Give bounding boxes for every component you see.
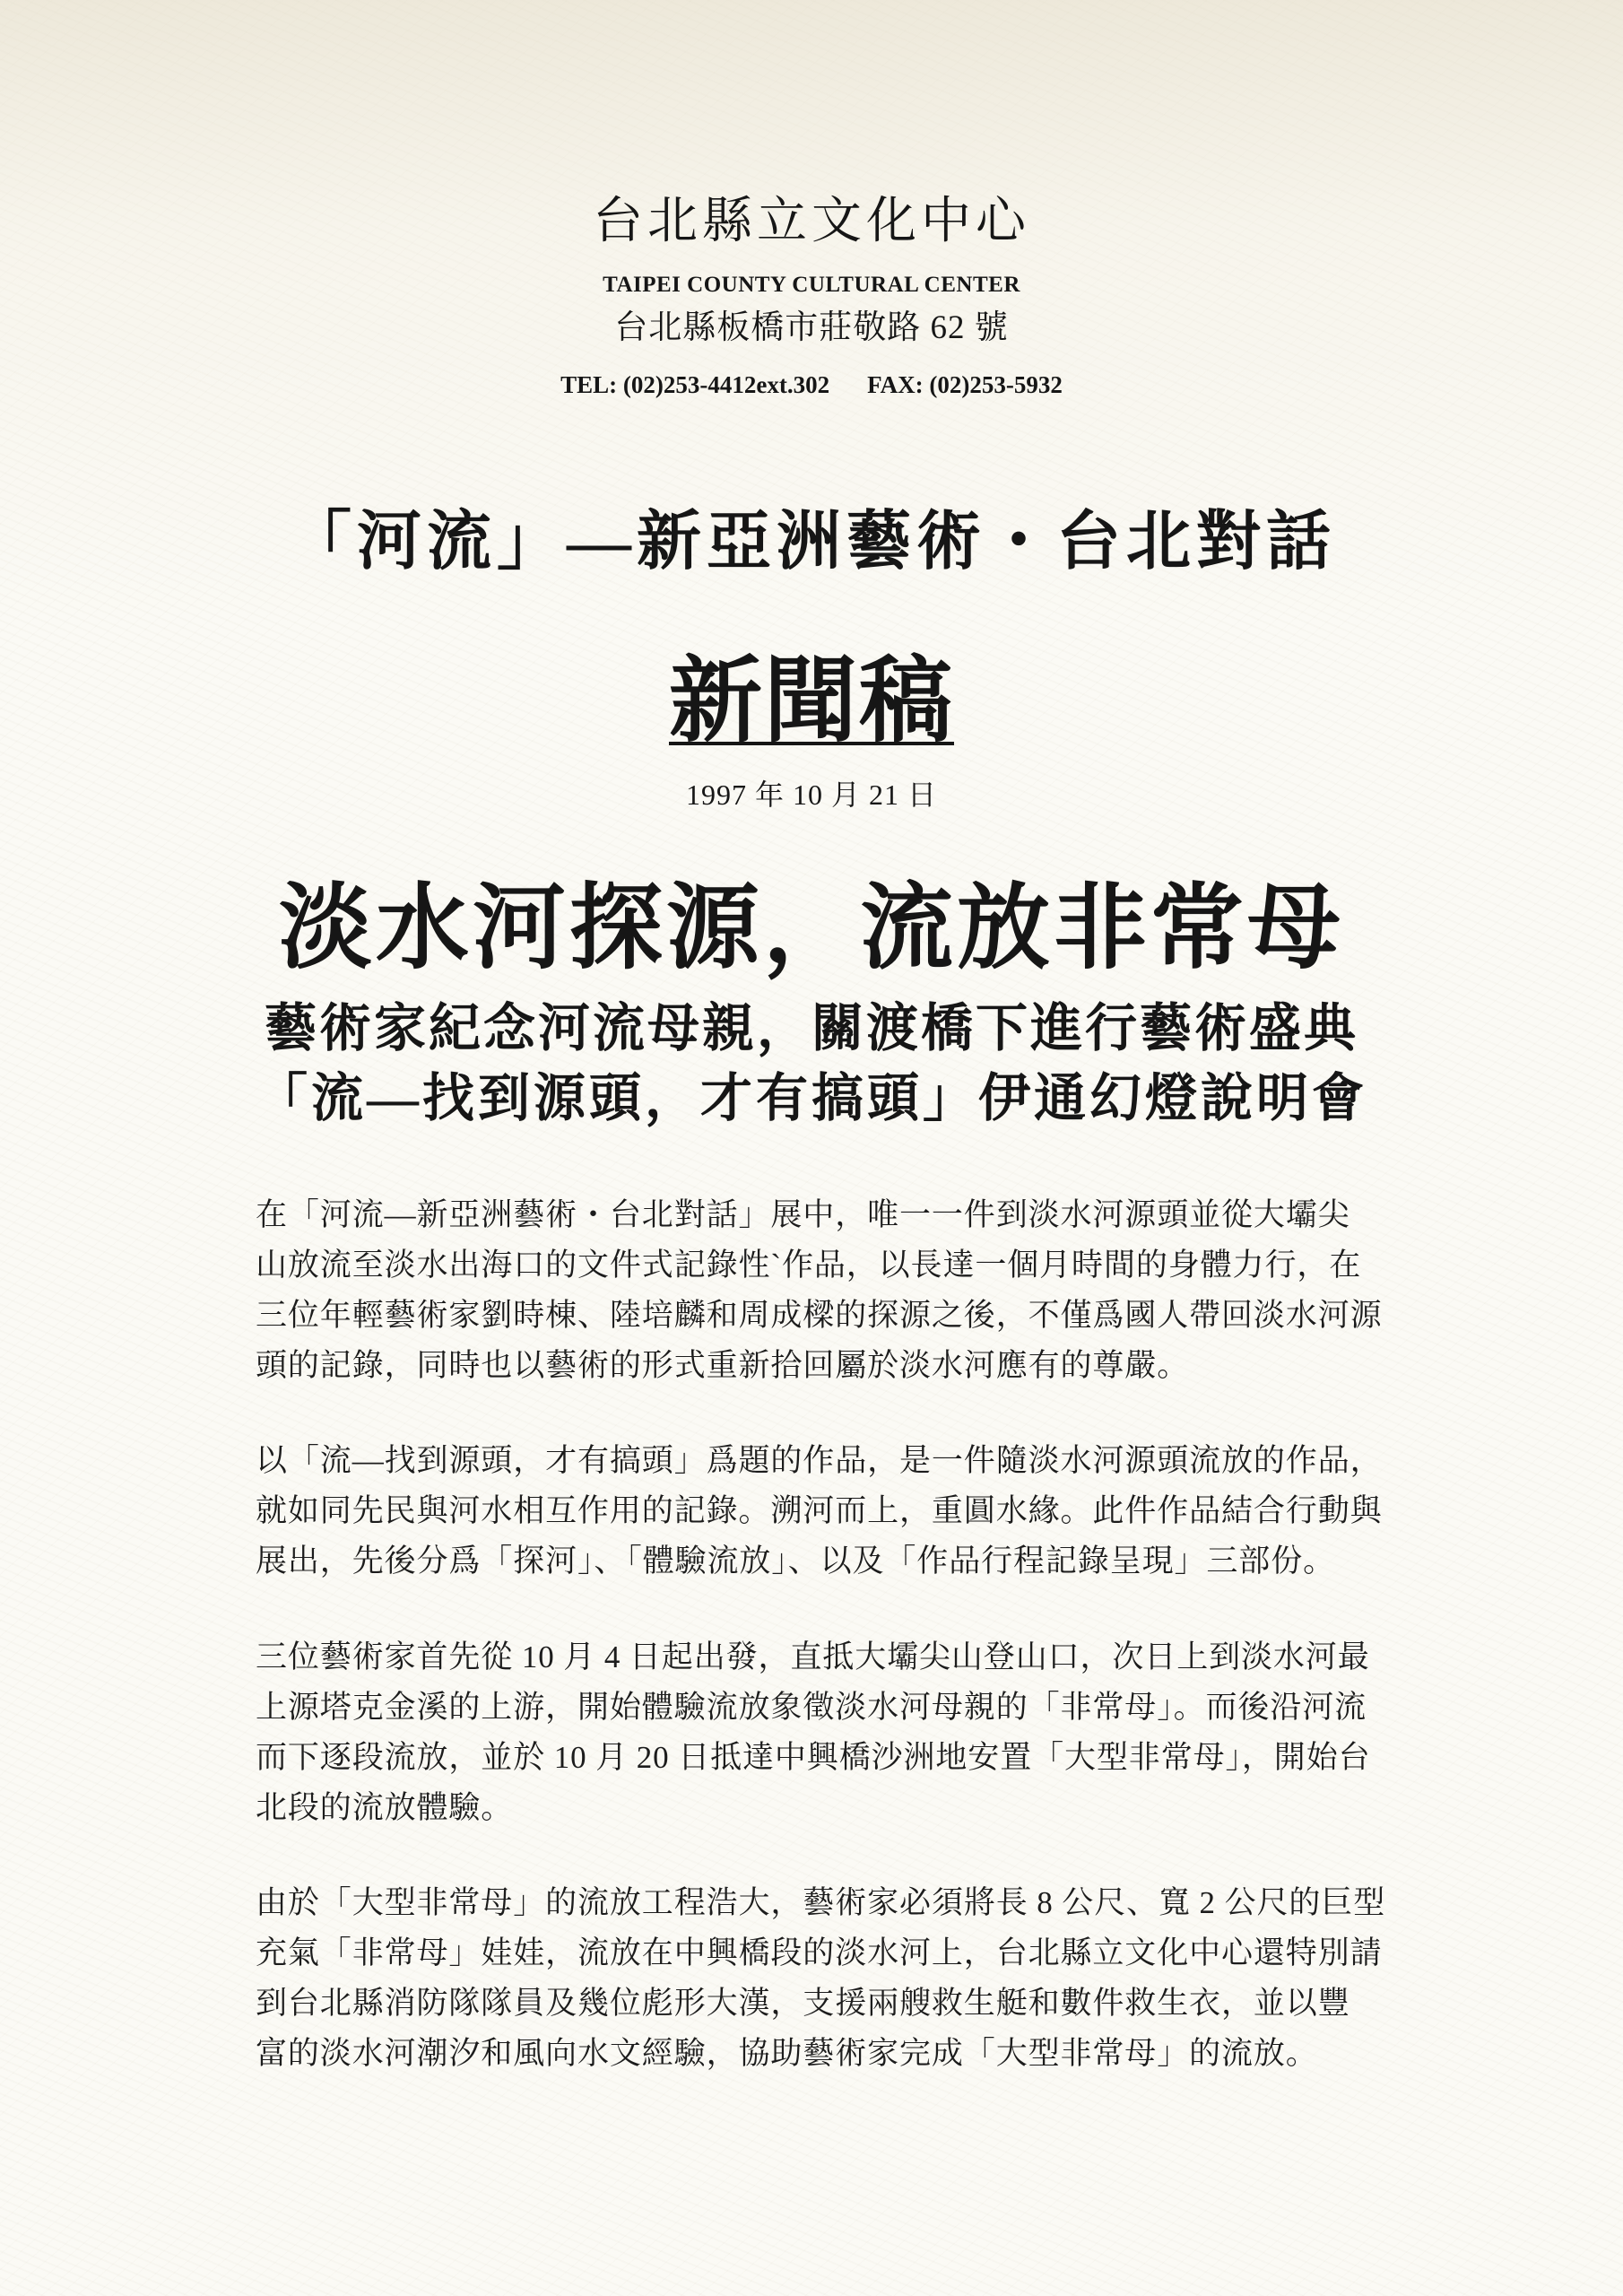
fax-number: FAX: (02)253-5932 [867, 371, 1063, 398]
org-name-en: TAIPEI COUNTY CULTURAL CENTER [603, 273, 1020, 297]
body-paragraph-2 [256, 1436, 1394, 1587]
subheadline-1: 藝術家紀念河流母親，關渡橋下進行藝術盛典 [264, 997, 1358, 1058]
headline: 淡水河探源，流放非常母 [278, 873, 1344, 982]
contact-line [0, 370, 1623, 399]
paragraph-line: 北段的流放體驗。 [256, 1790, 514, 1825]
body-paragraph-3 [256, 1632, 1394, 1833]
body-paragraph-4 [256, 1878, 1394, 2079]
body-paragraph-1 [256, 1190, 1394, 1391]
paragraph-line: 而下逐段流放，並於 10 月 20 日抵達中興橋沙洲地安置「大型非常母」，開始台 [256, 1740, 1371, 1775]
paragraph-line: 頭的記錄，同時也以藝術的形式重新拾回屬於淡水河應有的尊嚴。 [256, 1348, 1190, 1383]
paragraph-line: 展出，先後分爲「探河」、「體驗流放」、以及「作品行程記錄呈現」三部份。 [256, 1544, 1336, 1578]
tel-number: TEL: (02)253-4412ext.302 [560, 371, 830, 398]
paragraph-line: 富的淡水河潮汐和風向水文經驗，協助藝術家完成「大型非常母」的流放。 [256, 2036, 1318, 2071]
paragraph-line: 以「流—找到源頭，才有搞頭」爲題的作品，是一件隨淡水河源頭流放的作品， [256, 1443, 1383, 1478]
org-address: 台北縣板橋市莊敬路 62 號 [614, 309, 1009, 346]
paragraph-line: 充氣「非常母」娃娃，流放在中興橋段的淡水河上，台北縣立文化中心還特別請 [256, 1935, 1383, 1970]
document-type-label: 新聞稿 [668, 650, 954, 753]
document-type-heading [0, 647, 1623, 759]
release-date: 1997 年 10 月 21 日 [685, 778, 937, 811]
paragraph-line: 上源塔克金溪的上游，開始體驗流放象徵淡水河母親的「非常母」。而後沿河流 [256, 1690, 1367, 1725]
org-name-zh: 台北縣立文化中心 [593, 194, 1030, 249]
paragraph-line: 就如同先民與河水相互作用的記錄。溯河而上，重圓水緣。此件作品結合行動與 [256, 1493, 1383, 1528]
exhibition-title: 「河流」—新亞洲藝術・台北對話 [286, 506, 1336, 578]
paragraph-line: 由於「大型非常母」的流放工程浩大，藝術家必須將長 8 公尺、寬 2 公尺的巨型 [256, 1885, 1386, 1920]
subheadline-2: 「流—找到源頭，才有搞頭」伊通幻燈說明會 [255, 1069, 1367, 1127]
paragraph-line: 三位年輕藝術家劉時棟、陸培麟和周成樑的探源之後，不僅爲國人帶回淡水河源 [256, 1298, 1383, 1333]
paragraph-line: 在「河流—新亞洲藝術・台北對話」展中，唯一一件到淡水河源頭並從大壩尖 [256, 1197, 1350, 1232]
paragraph-line: 山放流至淡水出海口的文件式記錄性`作品，以長達一個月時間的身體力行，在 [256, 1248, 1362, 1283]
paragraph-line: 到台北縣消防隊隊員及幾位彪形大漢，支援兩艘救生艇和數件救生衣，並以豐 [256, 1986, 1350, 2021]
paragraph-line: 三位藝術家首先從 10 月 4 日起出發，直抵大壩尖山登山口，次日上到淡水河最 [256, 1639, 1370, 1674]
